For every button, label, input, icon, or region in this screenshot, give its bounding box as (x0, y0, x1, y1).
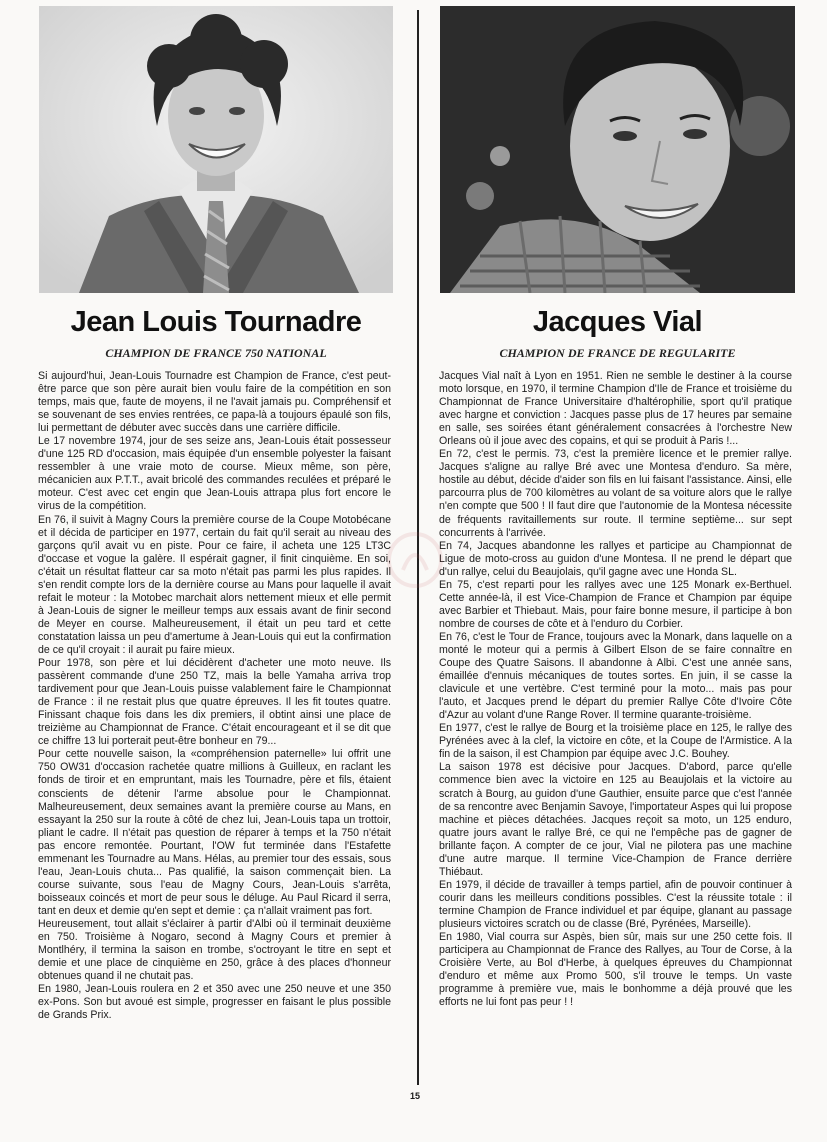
paragraph: En 72, c'est le permis. 73, c'est la première licence et le premier rallye. Jacques s'aligne au rallye Bré avec une Montesa d'enduro. Sa mère, hostile au début, décide d'aider son fils en lui faisant l'assistance. Ainsi, elle parcourra plus de 700 kilomètres au volant de sa voiture alors que le rallye n'en compte que 500 ! Il faut dire que l'autonomie de la Montesa nécessite de fréquents ravitaillements sur route. Il termine septième... sur sept concurrents à l'arrivée. (439, 448, 792, 539)
page-number: 15 (409, 1091, 420, 1101)
paragraph: En 76, il suivit à Magny Cours la première course de la Coupe Motobécane et il décida de participer en 1977, certain du fait qu'il serait au niveau des garçons qu'il avait vu en piste. Pour ce faire, il acheta une 125 LT3C d'occase et vogue la galère. Il espérait gagner, il finit cinquième. En soi, c'était un résultat flatteur car sa moto n'était pas parmi les plus rapides. Il s'en rendit compte lors de la dernière course au Mans pour laquelle il avait refait le moteur : la Motobec marchait alors nettement mieux et elle permit à Jean-Louis de signer le meilleur temps aux essais avant de finir second de Meyer en course. Malheureusement, il était un peu tard et cette constatation laissa un peu d'amertume à Jean-Louis qui eut la confirmation de ce qu'il croyait : il aurait pu faire mieux. (38, 513, 391, 656)
name-heading-vial: Jacques Vial (532, 306, 703, 338)
paragraph: Pour 1978, son père et lui décidèrent d'acheter une moto neuve. Ils passèrent commande d'une 250 TZ, mais la belle Yamaha arriva trop tardivement pour que Jean-Louis puisse valablement faire le Championnat de France : il ne restait plus que quatre épreuves. Il les fit toutes quatre. Finissant chaque fois dans les dix premiers, il obtint ainsi une place de treizième au Championnat de France. C'était encourageant et il se dit que ce chiffre 13 lui porterait peut-être bonheur en 79... (38, 657, 391, 748)
paragraph: Heureusement, tout allait s'éclairer à partir d'Albi où il terminait deuxième en 750. Troisième à Nogaro, second à Magny Cours et premier à Montlhéry, il termina la saison en trombe, s'octroyant le titre en sept et demie et une place de cinquième en 250, grâce à des places d'honneur obtenues quand il ne chutait pas. (38, 917, 391, 983)
paragraph: Si aujourd'hui, Jean-Louis Tournadre est Champion de France, c'est peut-être parce que son père aurait bien voulu faire de la compétition en son temps, mais que, faute de moyens, il ne l'avait jamais pu. Compréhensif et se souvenant de ses envies rentrées, ce papa-là a toujours épaulé son fils, lui permettant de débuter avec succès dans une carrière difficile. (38, 370, 391, 435)
portrait-photo-tournadre (39, 6, 393, 293)
paragraph: Le 17 novembre 1974, jour de ses seize ans, Jean-Louis était possesseur d'une 125 RD d'occasion, mais équipée d'un ensemble polyester la faisant ressembler à une vraie moto de course. Mieux même, son père, mécanicien aux P.T.T., avait bricolé des commandes reculées et préparé le moteur. C'est avec cet engin que Jean-Louis attrapa plus fort encore le virus de la compétition. (38, 435, 391, 513)
title-subtitle-vial: CHAMPION DE FRANCE DE REGULARITE (499, 346, 736, 360)
title-subtitle-tournadre: CHAMPION DE FRANCE 750 NATIONAL (105, 346, 327, 360)
paragraph: En 1977, c'est le rallye de Bourg et la troisième place en 125, le rallye des Pyrénées avec à la clef, la victoire en côte, et la Coupe de l'Armistice. A la fin de la saison, il est Champion par équipe avec J.C. Bouhey. (439, 722, 792, 761)
paragraph: En 1980, Jean-Louis roulera en 2 et 350 avec une 250 neuve et une 350 ex-Pons. Son but avoué est simple, progresser en faisant le plus possible de Grands Prix. (38, 983, 391, 1022)
name-heading-tournadre: Jean Louis Tournadre (70, 306, 362, 338)
paragraph: En 1980, Vial courra sur Aspès, bien sûr, mais sur une 250 cette fois. Il participera au Championnat de France des Rallyes, au Tour de Corse, à la Croisière Verte, au Bol d'Herbe, à quelques épreuves du Championnat d'enduro et même aux Promo 500, s'il trouve le temps. Un vaste programme à première vue, mais le bonhomme a déjà prouvé que les efforts ne lui font pas peur ! ! (439, 931, 792, 1009)
paragraph: En 76, c'est le Tour de France, toujours avec la Monark, dans laquelle on a monté le moteur qui a permis à Gilbert Elson de se faire connaître en Coupe des Quatre Saisons. Il abandonne à Albi. C'est une année sans, émaillée d'ennuis mécaniques de toutes sortes. En juin, il se casse la clavicule et une vertèbre. C'est terminé pour la moto... mais pas pour l'auto, et Jacques prend le départ du premier Rallye Côte d'Ivoire Côte d'Azur au volant d'une Range Rover. Il termine quarante-troisième. (439, 630, 792, 722)
paragraph: La saison 1978 est décisive pour Jacques. D'abord, parce qu'elle commence bien avec la victoire en 125 au Beaujolais et la victoire au scratch à Bourg, au guidon d'une Gauthier, ensuite parce que c'est l'année de sa rencontre avec Benjamin Savoye, l'importateur Aspes qui lui propose machine et pièces détachées. Jacques reçoit sa moto, un 125 enduro, quatre jours avant le rallye Bré, ce qui ne l'empêche pas de gagner de brillante façon. A compter de ce jour, Vial ne pilotera pas une machine d'une autre marque. Il termine Vice-Champion de France derrière Thiébaut. (439, 761, 792, 878)
portrait-photo-vial (440, 6, 795, 293)
paragraph: En 1979, il décide de travailler à temps partiel, afin de pouvoir continuer à courir dans les meilleurs conditions possibles. C'est la réussite totale : il termine Champion de France individuel et par équipe, glanant au passage plusieurs victoires scratch ou de classe (Bré, Pyrénées, Marseille). (439, 878, 792, 930)
article-text-tournadre (38, 370, 391, 1022)
paragraph: En 74, Jacques abandonne les rallyes et participe au Championnat de Ligue de moto-cross au guidon d'une Montesa. Il ne prend le départ que d'un rallye, celui du Beaujolais, qu'il gagne avec une Honda SL. (439, 539, 792, 578)
article-text-vial (439, 370, 792, 1009)
paragraph: Jacques Vial naît à Lyon en 1951. Rien ne semble le destiner à la course moto lorsque, en 1970, il termine Champion d'Ile de France et troisième du Championnat de France Universitaire d'haltérophilie, sport qu'il pratique avec hargne et conviction : Jacques passe plus de 17 heures par semaine en salle, ses soirées étant généralement consacrées à l'orchestre New Orleans où il joue avec des copains, et qui se produit à Paris !... (439, 370, 792, 448)
paragraph: En 75, c'est reparti pour les rallyes avec une 125 Monark ex-Berthuel. Cette année-là, il est Vice-Champion de France et Champion par équipe avec Barbier et Thiebaut. Mais, pour faire bonne mesure, il participe à bon nombre de courses de côte et à l'enduro du Corbier. (439, 578, 792, 630)
paragraph: Pour cette nouvelle saison, la «compréhension paternelle» lui offrit une 750 OW31 d'occasion rachetée quatre millions à Guilleux, en raclant les fonds de tiroir et en empruntant, mais les Tournadre, père et fils, étaient conscients de détenir l'arme absolue pour le Championnat. Malheureusement, deux semaines avant la première course au Mans, en essayant la 250 sur la route à côté de chez lui, Jean-Louis tapa un trottoir, pliant le cadre. Il n'était pas question de réparer à temps et la 750 n'était pas encore remontée. Pourtant, l'OW fut terminée dans l'Estafette emmenant les Tournadre au Mans. Hélas, au premier tour des essais, sous l'eau, Jean-Louis chuta... Pas qualifié, la saison commençait bien. La course suivante, sous l'eau de Magny Cours, Jean-Louis s'arrêta, boisseaux coincés et mort de peur sous le déluge. Au Paul Ricard il serra, tant en deux et demie qu'en sept et demie : ça n'allait vraiment pas fort. (38, 748, 391, 917)
watermark-logo (385, 530, 445, 590)
